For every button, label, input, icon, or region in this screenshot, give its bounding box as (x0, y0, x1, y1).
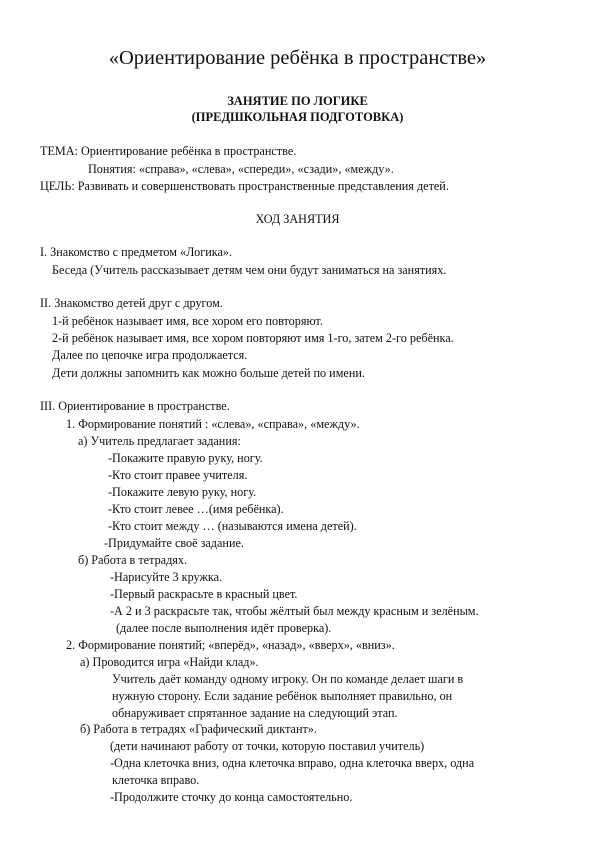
task-line: -Придумайте своё задание. (104, 536, 244, 550)
subtitle-preschool: (ПРЕДШКОЛЬНАЯ ПОДГОТОВКА) (191, 110, 404, 124)
task-line: (далее после выполнения идёт проверка). (116, 621, 332, 635)
task-line: -Кто стоит правее учителя. (108, 468, 248, 482)
subtitle-lesson: ЗАНЯТИЕ ПО ЛОГИКЕ (227, 94, 368, 108)
section-2-line: 2-й ребёнок называет имя, все хором повторяют имя 1-го, затем 2-го ребёнка. (52, 331, 454, 345)
section-2-line: 1-й ребёнок называет имя, все хором его повторяют. (52, 314, 323, 328)
section-1-line: Беседа (Учитель рассказывает детям чем они будут заниматься на занятиях. (52, 263, 447, 277)
task-line: (дети начинают работу от точки, которую поставил учитель) (110, 739, 425, 753)
task-line: -Кто стоит левее …(имя ребёнка). (108, 502, 284, 516)
concepts-line: Понятия: «справа», «слева», «спереди», «сзади», «между». (88, 162, 394, 176)
theme-line: ТЕМА: Ориентирование ребёнка в пространстве. (40, 144, 297, 158)
section-3-title: III. Ориентирование в пространстве. (40, 399, 230, 413)
task-line: -Кто стоит между … (называются имена детей). (108, 519, 357, 533)
task-line: -Покажите левую руку, ногу. (108, 485, 257, 499)
task-line: клеточка вправо. (112, 773, 200, 787)
item-3-2-b: б) Работа в тетрадях «Графический диктант». (80, 722, 317, 736)
document-title: «Ориентирование ребёнка в пространстве» (108, 47, 487, 69)
section-2-line: Далее по цепочке игра продолжается. (52, 348, 248, 362)
task-line: -Продолжите сточку до конца самостоятельно. (110, 790, 353, 804)
task-line: Учитель даёт команду одному игроку. Он по команде делает шаги в (112, 672, 464, 686)
lesson-heading: ХОД ЗАНЯТИЯ (255, 212, 340, 226)
item-3-1-a: а) Учитель предлагает задания: (78, 434, 241, 448)
goal-line: ЦЕЛЬ: Развивать и совершенствовать пространственные представления детей. (40, 179, 449, 193)
task-line: -Одна клеточка вниз, одна клеточка вправо, одна клеточка вверх, одна (110, 756, 475, 770)
item-3-2-a: а) Проводится игра «Найди клад». (80, 655, 259, 669)
task-line: -Нарисуйте 3 кружка. (110, 570, 223, 584)
section-1-title: I. Знакомство с предметом «Логика». (40, 245, 232, 259)
item-3-1-b: б) Работа в тетрадях. (78, 553, 188, 567)
task-line: -Первый раскрасьте в красный цвет. (110, 587, 298, 601)
section-2-title: II. Знакомство детей друг с другом. (40, 296, 223, 310)
task-line: обнаруживает спрятанное задание на следующий этап. (112, 706, 398, 720)
task-line: -А 2 и 3 раскрасьте так, чтобы жёлтый был между красным и зелёным. (110, 604, 479, 618)
section-2-line: Дети должны запомнить как можно больше детей по имени. (52, 366, 365, 380)
task-line: -Покажите правую руку, ногу. (108, 451, 263, 465)
subsection-3-2-title: 2. Формирование понятий; «вперёд», «назад», «вверх», «вниз». (66, 638, 395, 652)
subsection-3-1-title: 1. Формирование понятий : «слева», «справа», «между». (66, 417, 360, 431)
task-line: нужную сторону. Если задание ребёнок выполняет правильно, он (112, 689, 453, 703)
